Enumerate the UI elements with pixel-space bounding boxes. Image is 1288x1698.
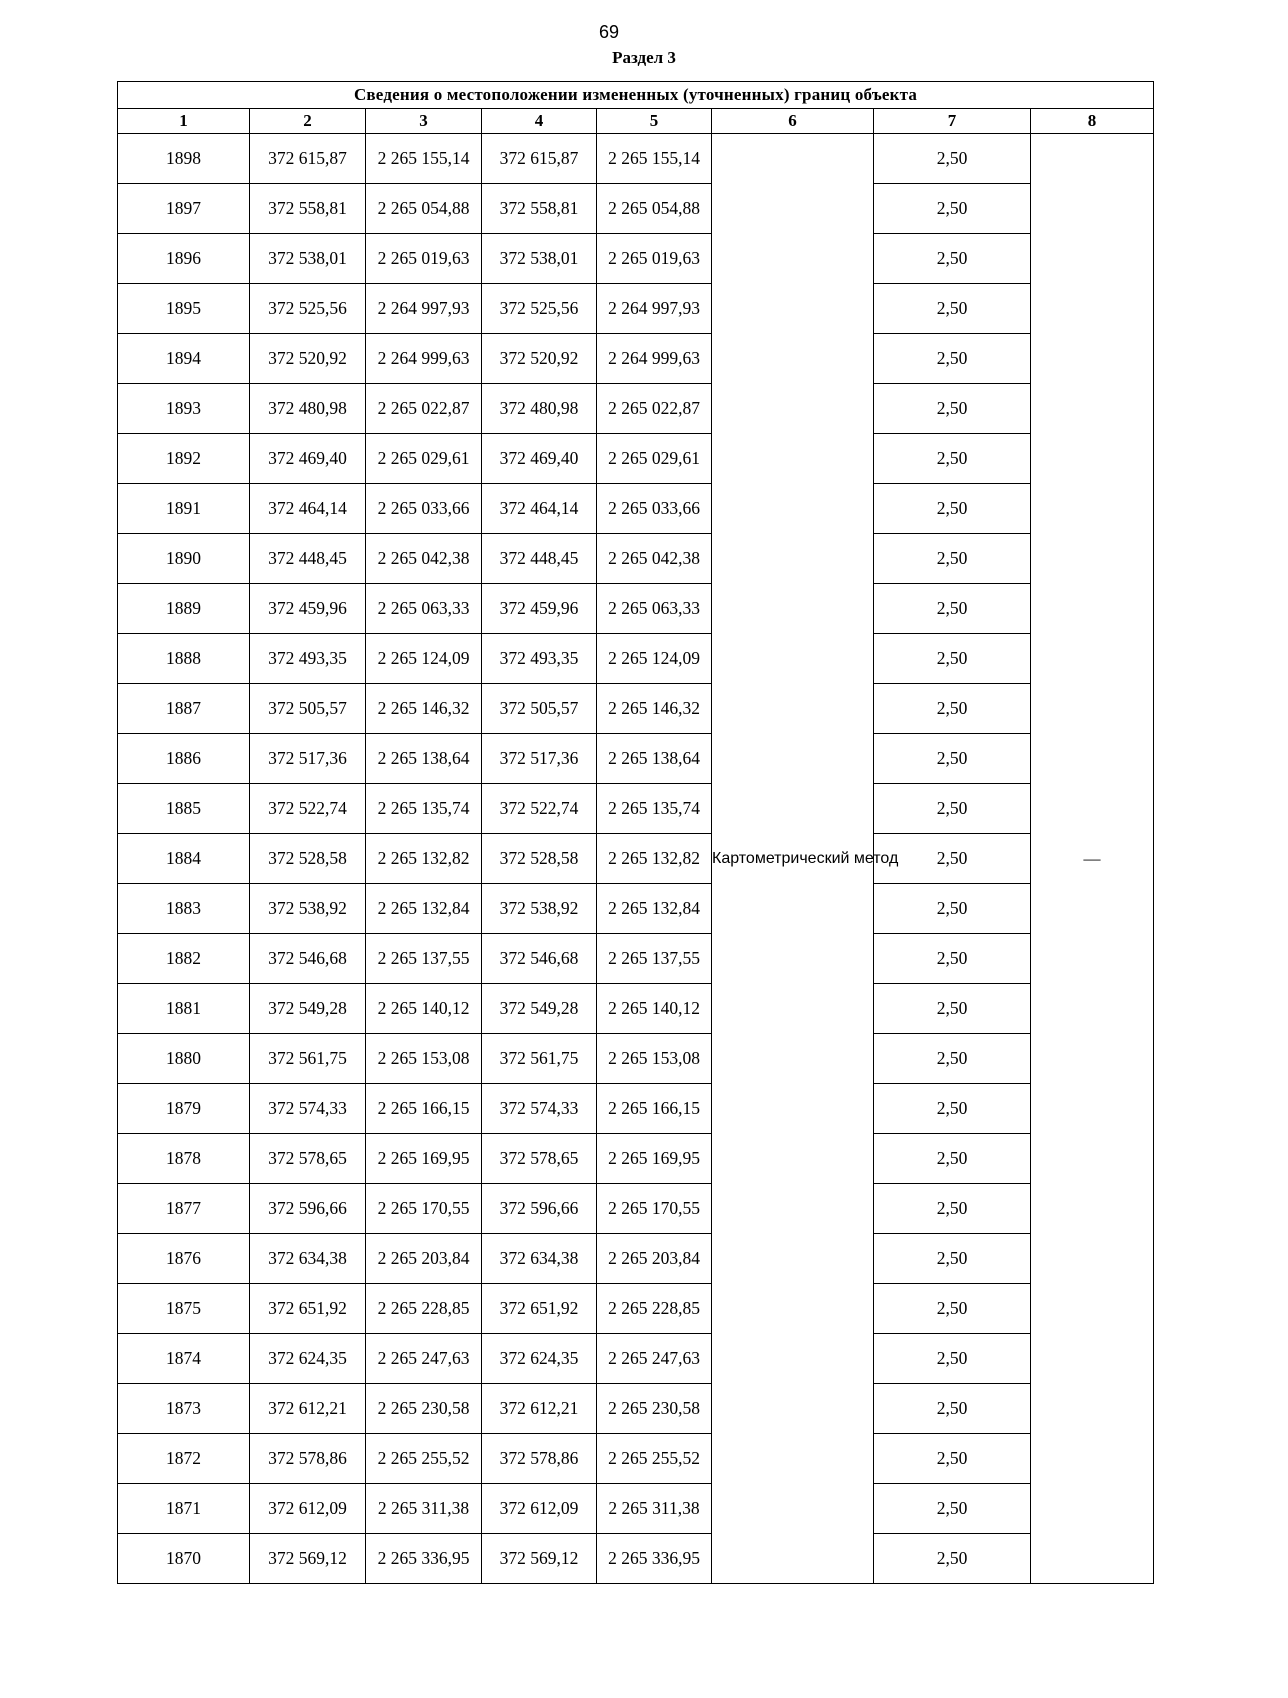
accuracy-cell: 2,50 <box>874 1034 1031 1084</box>
table-row <box>118 1234 1154 1284</box>
table-row <box>118 284 1154 334</box>
point-number-cell: 1893 <box>118 384 250 434</box>
table-row <box>118 584 1154 634</box>
accuracy-cell: 2,50 <box>874 1084 1031 1134</box>
existing-x-cell: 372 596,66 <box>250 1184 366 1234</box>
point-number-cell: 1882 <box>118 934 250 984</box>
accuracy-cell: 2,50 <box>874 584 1031 634</box>
existing-y-cell: 2 265 146,32 <box>366 684 482 734</box>
accuracy-cell: 2,50 <box>874 684 1031 734</box>
table-row <box>118 884 1154 934</box>
refined-y-cell: 2 265 022,87 <box>597 384 712 434</box>
point-number-cell: 1875 <box>118 1284 250 1334</box>
refined-x-cell: 372 528,58 <box>482 834 597 884</box>
point-number-cell: 1885 <box>118 784 250 834</box>
column-number-6: 6 <box>712 109 874 134</box>
point-number-cell: 1894 <box>118 334 250 384</box>
refined-x-cell: 372 464,14 <box>482 484 597 534</box>
refined-x-cell: 372 612,09 <box>482 1484 597 1534</box>
existing-y-cell: 2 265 230,58 <box>366 1384 482 1434</box>
point-number-cell: 1878 <box>118 1134 250 1184</box>
point-number-cell: 1888 <box>118 634 250 684</box>
existing-y-cell: 2 264 999,63 <box>366 334 482 384</box>
table-row <box>118 1484 1154 1534</box>
existing-y-cell: 2 265 153,08 <box>366 1034 482 1084</box>
column-number-row <box>118 109 1154 134</box>
existing-x-cell: 372 615,87 <box>250 134 366 184</box>
existing-y-cell: 2 265 169,95 <box>366 1134 482 1184</box>
table-row <box>118 834 1154 884</box>
point-number-cell: 1898 <box>118 134 250 184</box>
refined-y-cell: 2 265 336,95 <box>597 1534 712 1584</box>
table-row <box>118 184 1154 234</box>
point-number-cell: 1876 <box>118 1234 250 1284</box>
existing-x-cell: 372 574,33 <box>250 1084 366 1134</box>
existing-y-cell: 2 265 022,87 <box>366 384 482 434</box>
table-row <box>118 1284 1154 1334</box>
page-number: 69 <box>598 22 620 42</box>
existing-x-cell: 372 493,35 <box>250 634 366 684</box>
accuracy-cell: 2,50 <box>874 534 1031 584</box>
point-number-cell: 1895 <box>118 284 250 334</box>
table-row <box>118 1084 1154 1134</box>
existing-y-cell: 2 265 029,61 <box>366 434 482 484</box>
existing-x-cell: 372 538,92 <box>250 884 366 934</box>
table-row <box>118 384 1154 434</box>
refined-x-cell: 372 459,96 <box>482 584 597 634</box>
refined-x-cell: 372 525,56 <box>482 284 597 334</box>
column-number-2: 2 <box>250 109 366 134</box>
table-row <box>118 234 1154 284</box>
point-number-cell: 1892 <box>118 434 250 484</box>
point-number-cell: 1886 <box>118 734 250 784</box>
point-number-cell: 1889 <box>118 584 250 634</box>
refined-x-cell: 372 493,35 <box>482 634 597 684</box>
refined-x-cell: 372 505,57 <box>482 684 597 734</box>
existing-y-cell: 2 265 247,63 <box>366 1334 482 1384</box>
refined-x-cell: 372 520,92 <box>482 334 597 384</box>
existing-y-cell: 2 265 255,52 <box>366 1434 482 1484</box>
existing-x-cell: 372 525,56 <box>250 284 366 334</box>
existing-x-cell: 372 558,81 <box>250 184 366 234</box>
column-number-7: 7 <box>874 109 1031 134</box>
accuracy-cell: 2,50 <box>874 1134 1031 1184</box>
refined-y-cell: 2 265 132,82 <box>597 834 712 884</box>
existing-y-cell: 2 265 124,09 <box>366 634 482 684</box>
table-row <box>118 634 1154 684</box>
existing-x-cell: 372 528,58 <box>250 834 366 884</box>
refined-x-cell: 372 517,36 <box>482 734 597 784</box>
refined-y-cell: 2 265 042,38 <box>597 534 712 584</box>
refined-x-cell: 372 448,45 <box>482 534 597 584</box>
refined-y-cell: 2 265 019,63 <box>597 234 712 284</box>
accuracy-cell: 2,50 <box>874 984 1031 1034</box>
refined-y-cell: 2 265 153,08 <box>597 1034 712 1084</box>
existing-x-cell: 372 448,45 <box>250 534 366 584</box>
existing-x-cell: 372 505,57 <box>250 684 366 734</box>
existing-x-cell: 372 469,40 <box>250 434 366 484</box>
table-row <box>118 1434 1154 1484</box>
table-row <box>118 534 1154 584</box>
refined-y-cell: 2 265 132,84 <box>597 884 712 934</box>
accuracy-cell: 2,50 <box>874 734 1031 784</box>
accuracy-cell: 2,50 <box>874 1184 1031 1234</box>
refined-x-cell: 372 578,86 <box>482 1434 597 1484</box>
point-number-cell: 1896 <box>118 234 250 284</box>
column-number-1: 1 <box>118 109 250 134</box>
accuracy-cell: 2,50 <box>874 884 1031 934</box>
refined-x-cell: 372 546,68 <box>482 934 597 984</box>
column-number-8: 8 <box>1031 109 1154 134</box>
refined-x-cell: 372 574,33 <box>482 1084 597 1134</box>
existing-x-cell: 372 624,35 <box>250 1334 366 1384</box>
table-row <box>118 684 1154 734</box>
accuracy-cell: 2,50 <box>874 1234 1031 1284</box>
refined-x-cell: 372 549,28 <box>482 984 597 1034</box>
existing-y-cell: 2 265 166,15 <box>366 1084 482 1134</box>
refined-y-cell: 2 265 146,32 <box>597 684 712 734</box>
column-number-4: 4 <box>482 109 597 134</box>
refined-y-cell: 2 265 311,38 <box>597 1484 712 1534</box>
point-number-cell: 1880 <box>118 1034 250 1084</box>
determination-method-cell: Картометрический метод <box>712 134 874 1584</box>
refined-y-cell: 2 265 140,12 <box>597 984 712 1034</box>
existing-x-cell: 372 480,98 <box>250 384 366 434</box>
refined-x-cell: 372 569,12 <box>482 1534 597 1584</box>
point-number-cell: 1873 <box>118 1384 250 1434</box>
section-title: Раздел 3 <box>612 48 676 67</box>
point-number-cell: 1890 <box>118 534 250 584</box>
point-number-cell: 1879 <box>118 1084 250 1134</box>
refined-y-cell: 2 265 230,58 <box>597 1384 712 1434</box>
accuracy-cell: 2,50 <box>874 234 1031 284</box>
refined-x-cell: 372 651,92 <box>482 1284 597 1334</box>
existing-x-cell: 372 522,74 <box>250 784 366 834</box>
refined-y-cell: 2 265 063,33 <box>597 584 712 634</box>
table-row <box>118 484 1154 534</box>
point-number-cell: 1887 <box>118 684 250 734</box>
point-number-cell: 1877 <box>118 1184 250 1234</box>
refined-y-cell: 2 265 255,52 <box>597 1434 712 1484</box>
refined-y-cell: 2 265 137,55 <box>597 934 712 984</box>
refined-x-cell: 372 522,74 <box>482 784 597 834</box>
existing-x-cell: 372 569,12 <box>250 1534 366 1584</box>
refined-y-cell: 2 265 203,84 <box>597 1234 712 1284</box>
refined-x-cell: 372 634,38 <box>482 1234 597 1284</box>
accuracy-cell: 2,50 <box>874 1534 1031 1584</box>
point-number-cell: 1872 <box>118 1434 250 1484</box>
refined-x-cell: 372 615,87 <box>482 134 597 184</box>
refined-x-cell: 372 624,35 <box>482 1334 597 1384</box>
point-number-cell: 1891 <box>118 484 250 534</box>
existing-y-cell: 2 265 140,12 <box>366 984 482 1034</box>
table-row <box>118 784 1154 834</box>
existing-y-cell: 2 265 203,84 <box>366 1234 482 1284</box>
existing-x-cell: 372 651,92 <box>250 1284 366 1334</box>
refined-x-cell: 372 558,81 <box>482 184 597 234</box>
accuracy-cell: 2,50 <box>874 934 1031 984</box>
accuracy-cell: 2,50 <box>874 384 1031 434</box>
accuracy-cell: 2,50 <box>874 484 1031 534</box>
existing-y-cell: 2 265 042,38 <box>366 534 482 584</box>
point-number-cell: 1897 <box>118 184 250 234</box>
refined-x-cell: 372 578,65 <box>482 1134 597 1184</box>
boundary-coordinates-table <box>117 81 1154 1584</box>
refined-x-cell: 372 561,75 <box>482 1034 597 1084</box>
accuracy-cell: 2,50 <box>874 834 1031 884</box>
refined-x-cell: 372 596,66 <box>482 1184 597 1234</box>
existing-x-cell: 372 578,65 <box>250 1134 366 1184</box>
table-row <box>118 1384 1154 1434</box>
existing-y-cell: 2 265 135,74 <box>366 784 482 834</box>
table-body <box>118 134 1154 1584</box>
table-caption: Сведения о местоположении измененных (уточненных) границ объекта <box>118 82 1154 109</box>
refined-y-cell: 2 265 228,85 <box>597 1284 712 1334</box>
existing-x-cell: 372 549,28 <box>250 984 366 1034</box>
existing-y-cell: 2 265 138,64 <box>366 734 482 784</box>
accuracy-cell: 2,50 <box>874 1484 1031 1534</box>
existing-y-cell: 2 265 170,55 <box>366 1184 482 1234</box>
table-row <box>118 1034 1154 1084</box>
existing-x-cell: 372 612,21 <box>250 1384 366 1434</box>
point-number-cell: 1870 <box>118 1534 250 1584</box>
point-number-cell: 1884 <box>118 834 250 884</box>
existing-y-cell: 2 265 155,14 <box>366 134 482 184</box>
accuracy-cell: 2,50 <box>874 184 1031 234</box>
existing-y-cell: 2 264 997,93 <box>366 284 482 334</box>
table-row <box>118 984 1154 1034</box>
refined-y-cell: 2 265 033,66 <box>597 484 712 534</box>
table-row <box>118 434 1154 484</box>
accuracy-cell: 2,50 <box>874 134 1031 184</box>
existing-x-cell: 372 561,75 <box>250 1034 366 1084</box>
refined-y-cell: 2 265 170,55 <box>597 1184 712 1234</box>
existing-x-cell: 372 464,14 <box>250 484 366 534</box>
existing-y-cell: 2 265 132,84 <box>366 884 482 934</box>
existing-x-cell: 372 578,86 <box>250 1434 366 1484</box>
refined-x-cell: 372 538,01 <box>482 234 597 284</box>
existing-y-cell: 2 265 054,88 <box>366 184 482 234</box>
refined-x-cell: 372 538,92 <box>482 884 597 934</box>
refined-y-cell: 2 265 138,64 <box>597 734 712 784</box>
refined-y-cell: 2 265 124,09 <box>597 634 712 684</box>
point-number-cell: 1874 <box>118 1334 250 1384</box>
existing-x-cell: 372 546,68 <box>250 934 366 984</box>
column-number-3: 3 <box>366 109 482 134</box>
point-number-cell: 1871 <box>118 1484 250 1534</box>
existing-x-cell: 372 612,09 <box>250 1484 366 1534</box>
accuracy-cell: 2,50 <box>874 434 1031 484</box>
refined-y-cell: 2 265 155,14 <box>597 134 712 184</box>
accuracy-cell: 2,50 <box>874 1284 1031 1334</box>
table-row <box>118 1534 1154 1584</box>
existing-y-cell: 2 265 033,66 <box>366 484 482 534</box>
point-number-cell: 1881 <box>118 984 250 1034</box>
refined-y-cell: 2 265 135,74 <box>597 784 712 834</box>
accuracy-cell: 2,50 <box>874 1334 1031 1384</box>
existing-x-cell: 372 634,38 <box>250 1234 366 1284</box>
existing-y-cell: 2 265 137,55 <box>366 934 482 984</box>
refined-y-cell: 2 265 029,61 <box>597 434 712 484</box>
column-number-5: 5 <box>597 109 712 134</box>
refined-x-cell: 372 480,98 <box>482 384 597 434</box>
refined-y-cell: 2 265 054,88 <box>597 184 712 234</box>
table-row <box>118 334 1154 384</box>
accuracy-cell: 2,50 <box>874 284 1031 334</box>
column-8-cell: — <box>1031 134 1154 1584</box>
existing-y-cell: 2 265 063,33 <box>366 584 482 634</box>
refined-y-cell: 2 265 247,63 <box>597 1334 712 1384</box>
refined-y-cell: 2 264 997,93 <box>597 284 712 334</box>
existing-y-cell: 2 265 311,38 <box>366 1484 482 1534</box>
table-row <box>118 934 1154 984</box>
refined-x-cell: 372 469,40 <box>482 434 597 484</box>
refined-y-cell: 2 264 999,63 <box>597 334 712 384</box>
accuracy-cell: 2,50 <box>874 634 1031 684</box>
table-row <box>118 1334 1154 1384</box>
refined-y-cell: 2 265 169,95 <box>597 1134 712 1184</box>
table-row <box>118 1134 1154 1184</box>
accuracy-cell: 2,50 <box>874 1434 1031 1484</box>
existing-x-cell: 372 517,36 <box>250 734 366 784</box>
existing-y-cell: 2 265 132,82 <box>366 834 482 884</box>
point-number-cell: 1883 <box>118 884 250 934</box>
existing-x-cell: 372 520,92 <box>250 334 366 384</box>
table-row <box>118 1184 1154 1234</box>
existing-x-cell: 372 538,01 <box>250 234 366 284</box>
existing-y-cell: 2 265 228,85 <box>366 1284 482 1334</box>
table-row <box>118 734 1154 784</box>
table-row <box>118 134 1154 184</box>
refined-x-cell: 372 612,21 <box>482 1384 597 1434</box>
existing-y-cell: 2 265 019,63 <box>366 234 482 284</box>
accuracy-cell: 2,50 <box>874 1384 1031 1434</box>
accuracy-cell: 2,50 <box>874 334 1031 384</box>
accuracy-cell: 2,50 <box>874 784 1031 834</box>
refined-y-cell: 2 265 166,15 <box>597 1084 712 1134</box>
existing-x-cell: 372 459,96 <box>250 584 366 634</box>
existing-y-cell: 2 265 336,95 <box>366 1534 482 1584</box>
